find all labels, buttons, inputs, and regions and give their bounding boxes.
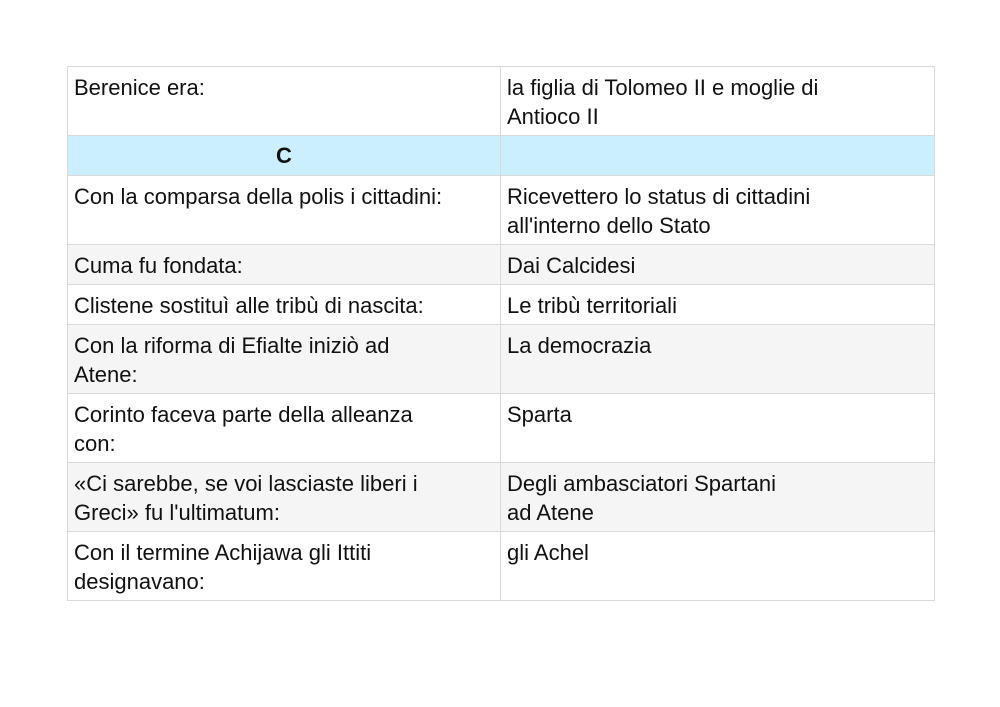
question-cell: Corinto faceva parte della alleanza con: (68, 394, 501, 463)
table-row (68, 67, 935, 136)
table-row (68, 176, 935, 245)
table-row (68, 285, 935, 325)
answer-cell: Degli ambasciatori Spartani ad Atene (501, 463, 935, 532)
answer-cell: la figlia di Tolomeo II e moglie di Antioco II (501, 67, 935, 136)
answer-cell: Dai Calcidesi (501, 245, 935, 285)
table-row (68, 394, 935, 463)
table-row (68, 245, 935, 285)
table-row (68, 463, 935, 532)
section-letter: C (276, 143, 292, 168)
question-cell: Clistene sostituì alle tribù di nascita: (68, 285, 501, 325)
table-row (68, 325, 935, 394)
question-cell: Con la comparsa della polis i cittadini: (68, 176, 501, 245)
question-cell: Berenice era: (68, 67, 501, 136)
answer-cell: gli Achel (501, 532, 935, 601)
question-cell: Cuma fu fondata: (68, 245, 501, 285)
question-cell: Con il termine Achijawa gli Ittiti designavano: (68, 532, 501, 601)
table-row (68, 532, 935, 601)
answer-cell: La democrazia (501, 325, 935, 394)
question-cell: Con la riforma di Efialte iniziò ad Atene: (68, 325, 501, 394)
quiz-table (67, 66, 935, 601)
section-cell (68, 136, 501, 176)
answer-cell: Ricevettero lo status di cittadini all'interno dello Stato (501, 176, 935, 245)
section-empty-cell (501, 136, 935, 176)
answer-cell: Sparta (501, 394, 935, 463)
question-cell: «Ci sarebbe, se voi lasciaste liberi i Greci» fu l'ultimatum: (68, 463, 501, 532)
section-header-row (68, 136, 935, 176)
answer-cell: Le tribù territoriali (501, 285, 935, 325)
